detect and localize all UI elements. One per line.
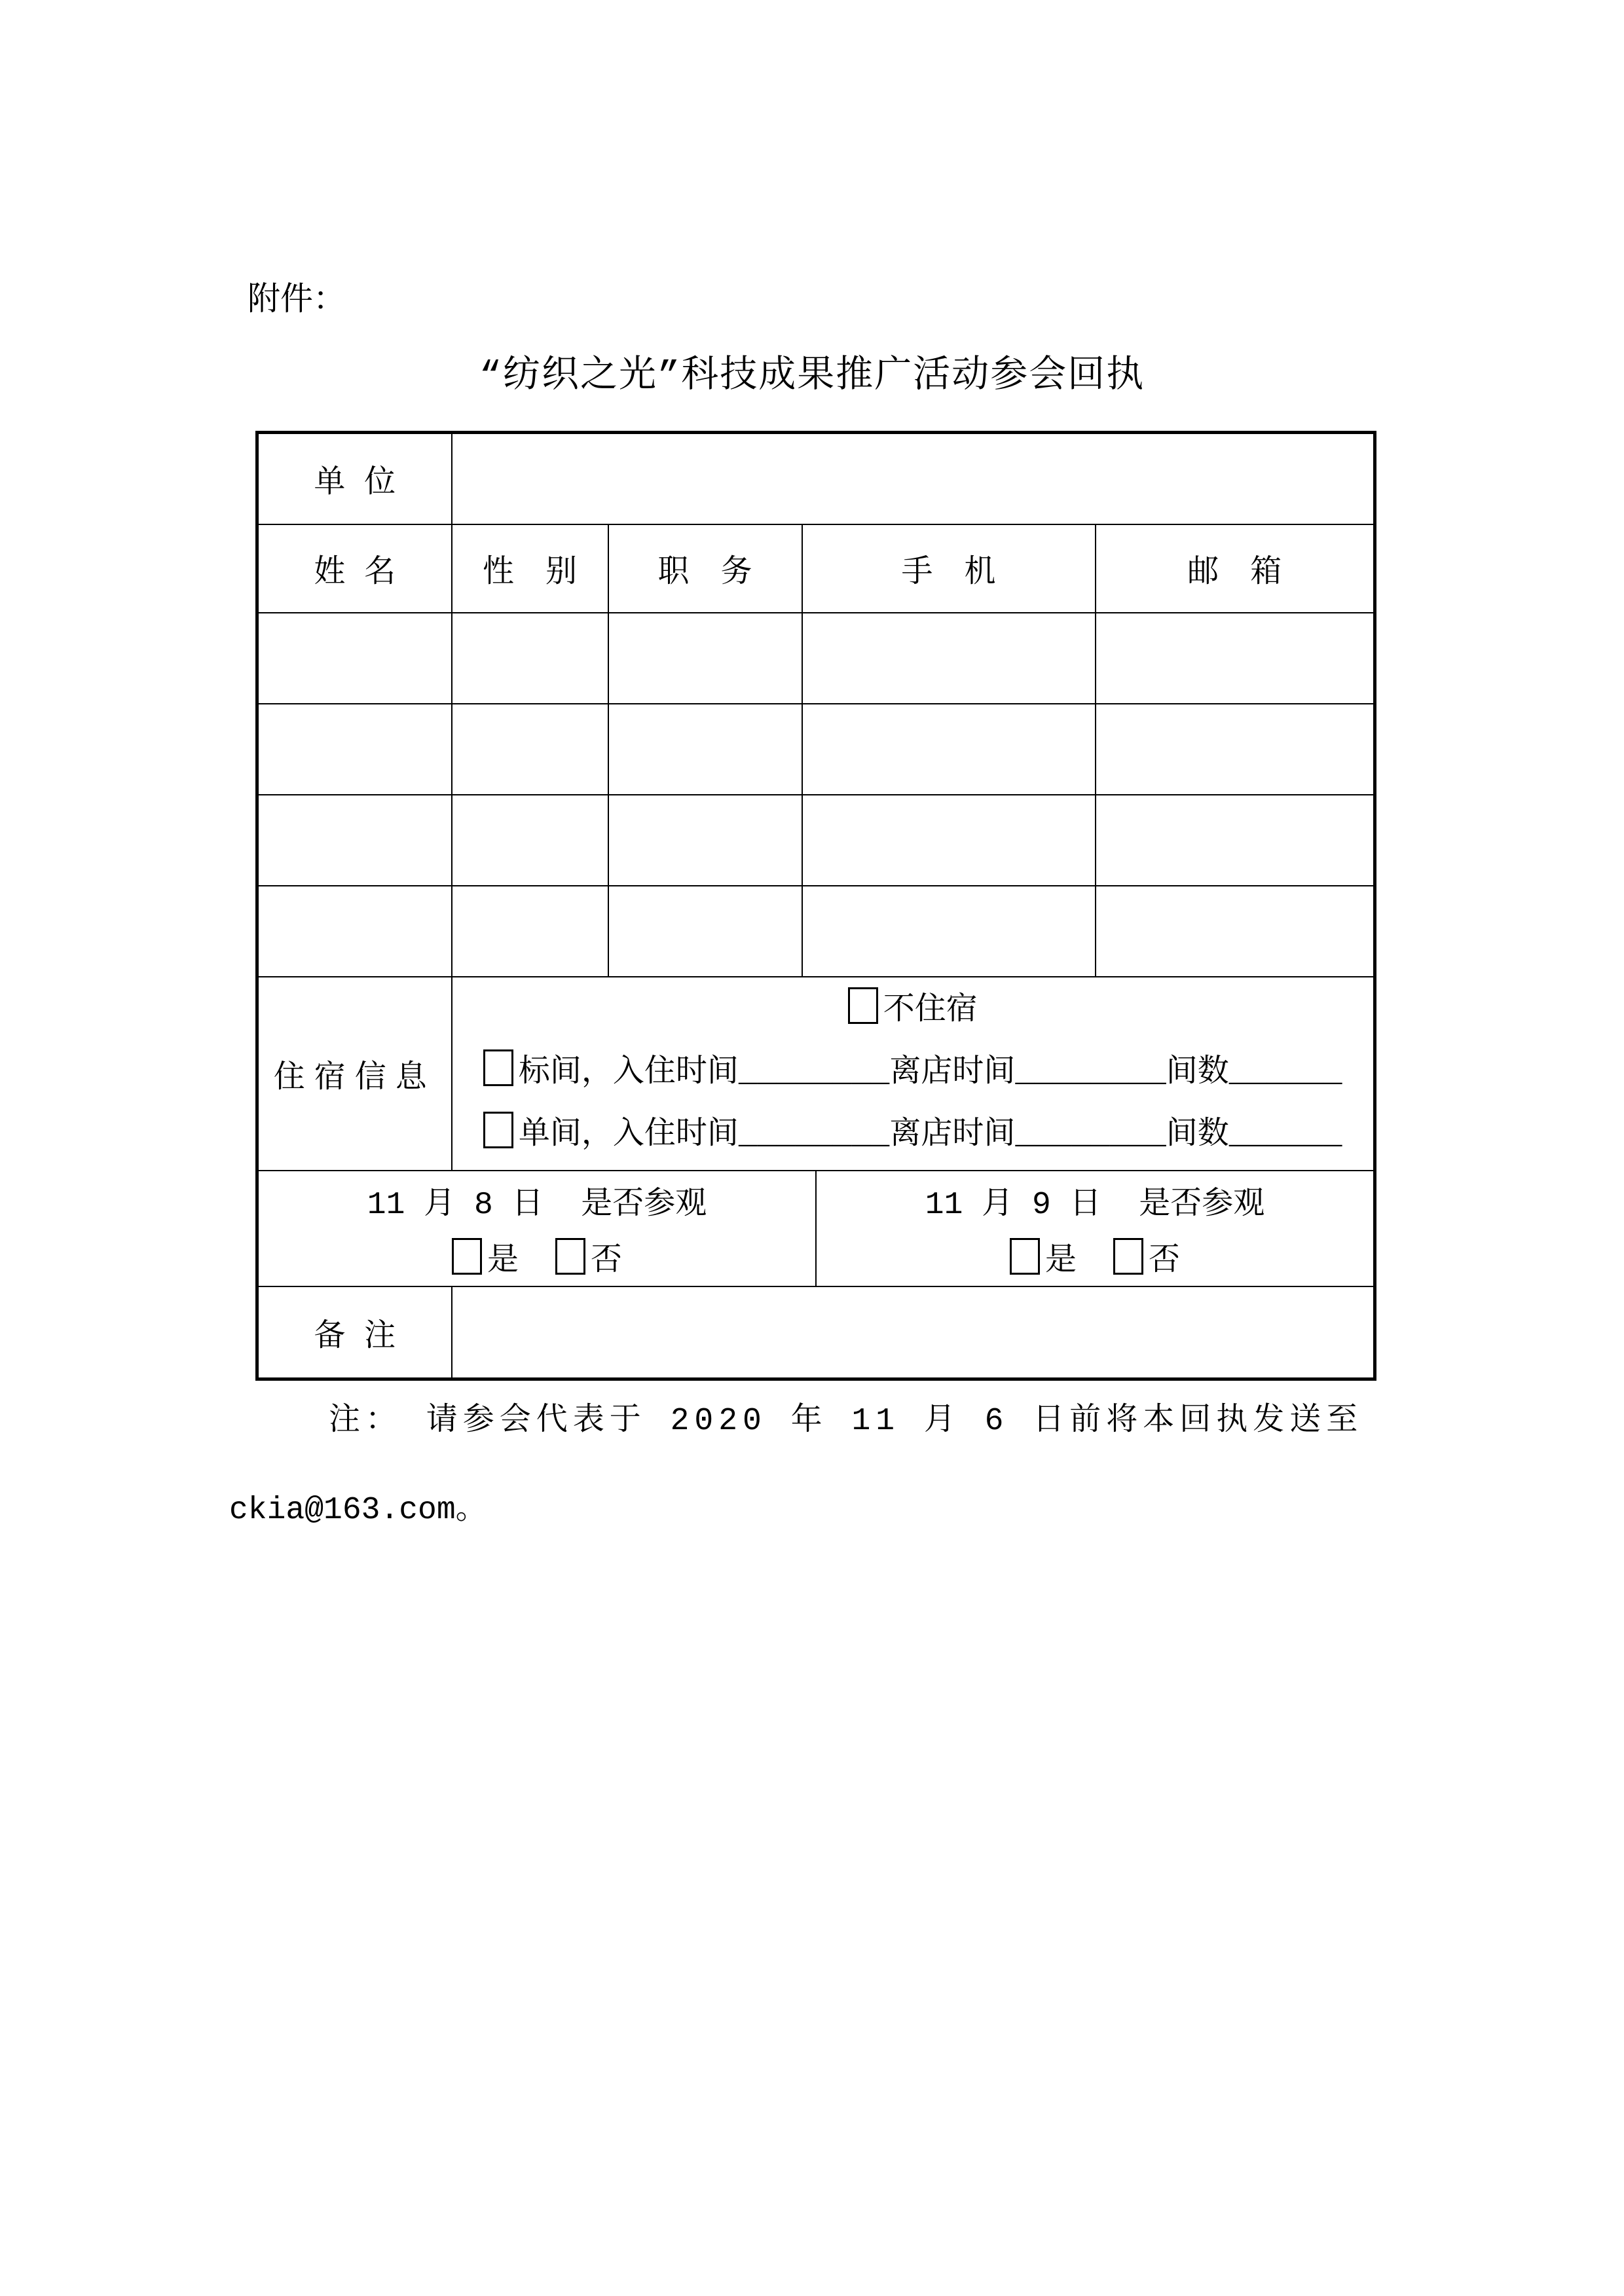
entry-cell	[452, 886, 608, 977]
unit-value-cell	[452, 433, 1375, 524]
visit-row	[257, 1171, 1375, 1286]
entry-cell	[257, 704, 452, 795]
visit-option-yes	[1010, 1244, 1077, 1279]
entry-cell	[608, 795, 802, 886]
entry-cell	[1096, 795, 1375, 886]
remarks-value-cell	[452, 1286, 1375, 1379]
visit-option-yes-label: 是	[1044, 1244, 1077, 1279]
entry-row	[257, 704, 1375, 795]
accommodation-option	[452, 1104, 1374, 1167]
unit-label-cell: 单 位	[257, 433, 452, 524]
visit-option-yes-label: 是	[487, 1244, 519, 1279]
checkbox-icon	[483, 1049, 513, 1086]
accommodation-row	[257, 977, 1375, 1171]
entry-cell	[257, 795, 452, 886]
checkbox-icon	[848, 987, 878, 1024]
entry-cell	[1096, 704, 1375, 795]
accommodation-option	[452, 980, 1374, 1042]
column-header-position: 职 务	[608, 524, 802, 613]
column-header-name: 姓 名	[257, 524, 452, 613]
visit-option-yes	[452, 1244, 519, 1279]
unit-row	[257, 433, 1375, 524]
entry-cell	[452, 795, 608, 886]
checkbox-icon	[1010, 1238, 1040, 1275]
visit-question: 11 月 8 日 是否参观	[367, 1188, 707, 1223]
checkbox-icon	[452, 1238, 482, 1275]
entry-cell	[452, 613, 608, 704]
visit-answers	[452, 1233, 622, 1279]
visit-option-no-label: 否	[591, 1244, 623, 1279]
accommodation-option-label: 不住宿	[883, 993, 978, 1029]
entry-cell	[1096, 886, 1375, 977]
registration-form-table	[255, 431, 1376, 1381]
accommodation-label-cell	[257, 977, 452, 1171]
entry-cell	[452, 704, 608, 795]
column-header-gender: 性 别	[452, 524, 608, 613]
visit-option-no	[555, 1244, 622, 1279]
visit-answers	[1010, 1233, 1180, 1279]
visit-question: 11 月 9 日 是否参观	[925, 1188, 1265, 1223]
accommodation-option-label: 标间，入住时间________离店时间________间数______	[518, 1055, 1342, 1091]
visit-nov8-cell	[259, 1171, 815, 1286]
visit-nov9-cell	[815, 1171, 1373, 1286]
checkbox-icon	[483, 1112, 513, 1148]
entry-cell	[802, 795, 1096, 886]
visit-split	[259, 1171, 1373, 1286]
visit-split-cell	[257, 1171, 1375, 1286]
note-email: ckia@163.com。	[229, 1493, 487, 1528]
checkbox-icon	[555, 1238, 585, 1275]
entry-cell	[1096, 613, 1375, 704]
entry-row	[257, 886, 1375, 977]
checkbox-icon	[1113, 1238, 1143, 1275]
column-header-mobile: 手 机	[802, 524, 1096, 613]
entry-row	[257, 613, 1375, 704]
entry-cell	[802, 704, 1096, 795]
column-header-email: 邮 箱	[1096, 524, 1375, 613]
entry-cell	[802, 886, 1096, 977]
accommodation-options-cell	[452, 977, 1375, 1171]
entry-cell	[257, 613, 452, 704]
page-title: “纺织之光”科技成果推广活动参会回执	[479, 356, 1145, 398]
entry-row	[257, 795, 1375, 886]
entry-cell	[608, 613, 802, 704]
accommodation-option	[452, 1042, 1374, 1104]
note-text: 注： 请参会代表于 2020 年 11 月 6 日前将本回执发送至	[329, 1404, 1363, 1439]
entry-rows	[257, 613, 1375, 977]
visit-option-no	[1113, 1244, 1180, 1279]
visit-option-no-label: 否	[1149, 1244, 1181, 1279]
entry-cell	[608, 886, 802, 977]
accommodation-option-label: 单间，入住时间________离店时间________间数______	[518, 1118, 1342, 1153]
header-row	[257, 524, 1375, 613]
attachment-label: 附件：	[248, 283, 346, 320]
remarks-label-cell: 备 注	[257, 1286, 452, 1379]
entry-cell	[257, 886, 452, 977]
remarks-row	[257, 1286, 1375, 1379]
accommodation-label: 住宿信息	[273, 1061, 436, 1097]
entry-cell	[802, 613, 1096, 704]
entry-cell	[608, 704, 802, 795]
